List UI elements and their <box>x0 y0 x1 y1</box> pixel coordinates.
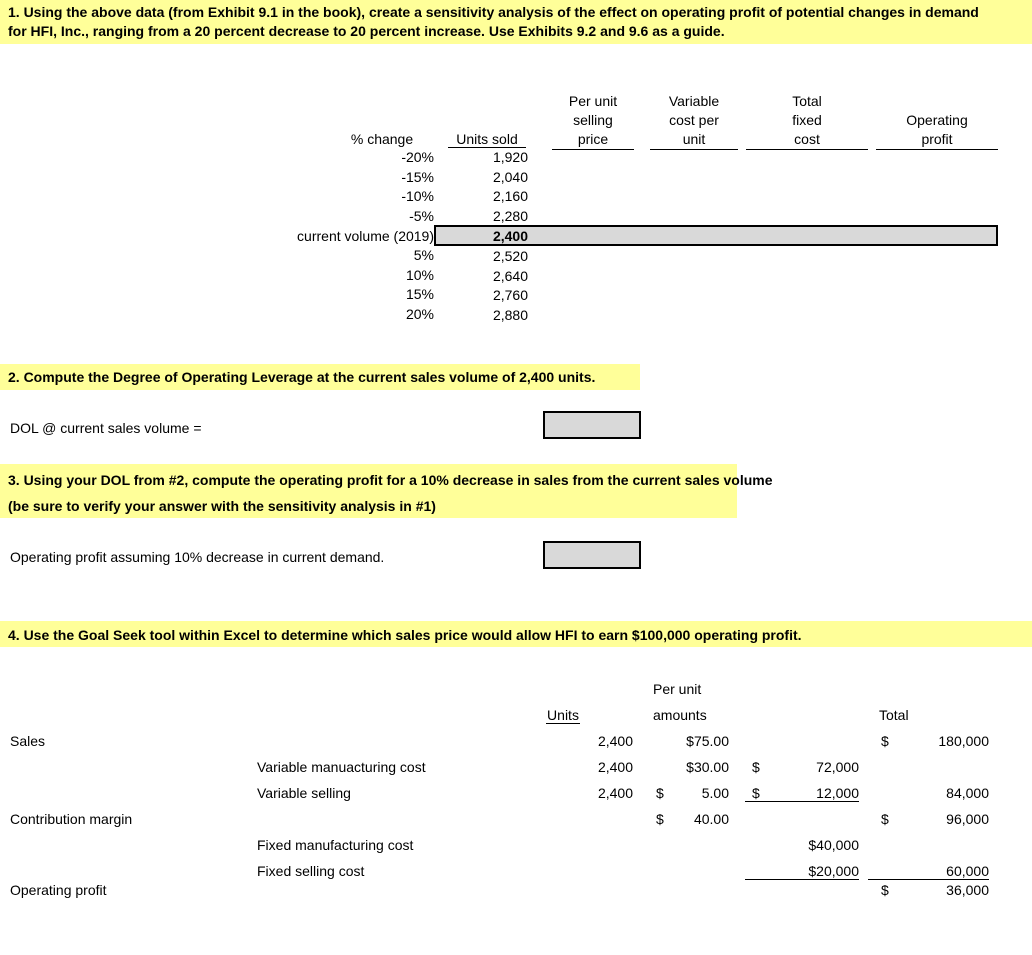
var-mfg-symbol: $ <box>752 759 760 775</box>
pct-cell <box>360 226 434 246</box>
units-cell: 2,160 <box>492 188 528 205</box>
pct-cell: 5% <box>413 246 434 263</box>
contribution-per-unit-symbol: $ <box>656 811 664 827</box>
current-volume-label: current volume (2019) <box>297 228 434 244</box>
units-cell-current: 2,400 <box>492 228 528 245</box>
pct-cell: 10% <box>405 266 434 283</box>
var-sell-per-unit: 5.00 <box>701 785 729 801</box>
sales-label: Sales <box>10 733 46 749</box>
var-cost-header-l3: unit <box>650 130 738 150</box>
var-sell-units: 2,400 <box>597 785 633 801</box>
units-cell: 1,920 <box>492 149 528 165</box>
units-cell: 2,520 <box>492 247 528 264</box>
var-cost-header-l1: Variable <box>668 93 720 109</box>
per-unit-header-l2: amounts <box>653 707 707 723</box>
pct-cell: 20% <box>405 305 434 322</box>
sales-per-unit: $75.00 <box>686 733 729 749</box>
dol-label: DOL @ current sales volume = <box>10 420 202 436</box>
q4-text: 4. Use the Goal Seek tool within Excel to determine which sales price would allow HFI to earn $100,000 operating profit. <box>8 627 802 643</box>
sales-total: 180,000 <box>938 733 989 749</box>
pct-change-header: % change <box>350 131 414 147</box>
var-mfg-label: Variable manuacturing cost <box>257 759 426 775</box>
contribution-label: Contribution margin <box>10 811 133 827</box>
var-total: 84,000 <box>946 785 989 801</box>
units-cell: 2,040 <box>492 168 528 185</box>
price-header-l2: selling <box>573 112 613 128</box>
pct-cell: -10% <box>401 188 434 205</box>
fixed-sell-value: $20,000 <box>745 863 859 880</box>
price-header-l3: price <box>552 130 634 150</box>
per-unit-header-l1: Per unit <box>653 681 702 697</box>
fixed-mfg-label: Fixed manufacturing cost <box>257 837 414 853</box>
total-header: Total <box>879 707 909 723</box>
price-header <box>552 92 634 150</box>
op-profit-header-l1: Operating <box>906 112 968 128</box>
pct-cell: 15% <box>405 286 434 303</box>
contribution-total-symbol: $ <box>881 811 889 827</box>
fixed-cost-header <box>746 92 868 150</box>
op-profit-label: Operating profit <box>10 882 107 898</box>
var-sell-per-unit-symbol: $ <box>656 785 664 801</box>
pct-cell: -15% <box>401 168 434 185</box>
units-cell: 2,640 <box>492 267 528 284</box>
pct-cell: -5% <box>409 207 434 224</box>
op-profit-header <box>876 111 998 150</box>
q3-input[interactable] <box>543 541 641 569</box>
q1-text-line2: for HFI, Inc., ranging from a 20 percent decrease to 20 percent increase. Use Exhibits 9.2 and 9.6 as a guide. <box>8 23 725 39</box>
var-cost-header-l2: cost per <box>669 112 719 128</box>
units-cell: 2,760 <box>492 287 528 304</box>
q3-label: Operating profit assuming 10% decrease in current demand. <box>10 549 385 565</box>
fixed-sell-label: Fixed selling cost <box>257 863 365 879</box>
pct-change-column <box>360 148 434 324</box>
sales-units: 2,400 <box>597 733 633 749</box>
units-header: Units <box>547 707 579 723</box>
dol-input[interactable] <box>543 411 641 439</box>
units-sold-header: Units sold <box>448 131 526 148</box>
q1-text-line1: 1. Using the above data (from Exhibit 9.1 in the book), create a sensitivity analysis of the effect on operating profit of potential changes in demand <box>8 4 979 20</box>
units-cell: 2,880 <box>492 306 528 323</box>
units-cell: 2,280 <box>448 207 528 228</box>
var-mfg-per-unit: $30.00 <box>686 759 729 775</box>
fixed-total: 60,000 <box>868 863 989 880</box>
op-profit-total: 36,000 <box>946 882 989 898</box>
var-sell-label: Variable selling <box>257 785 351 801</box>
q3-text-line1: 3. Using your DOL from #2, compute the operating profit for a 10% decrease in sales from the current sales volume <box>8 472 773 488</box>
op-profit-header-l2: profit <box>876 130 998 150</box>
var-mfg-value: 72,000 <box>816 759 859 775</box>
fixed-cost-header-l2: fixed <box>792 112 822 128</box>
q2-text: 2. Compute the Degree of Operating Leverage at the current sales volume of 2,400 units. <box>8 369 596 385</box>
q3-text-line2: (be sure to verify your answer with the sensitivity analysis in #1) <box>8 498 436 514</box>
var-mfg-units: 2,400 <box>597 759 633 775</box>
pct-cell: -20% <box>401 149 434 165</box>
sales-total-symbol: $ <box>881 733 889 749</box>
op-profit-symbol: $ <box>881 882 889 898</box>
contribution-total: 96,000 <box>946 811 989 827</box>
fixed-mfg-value: $40,000 <box>808 837 859 853</box>
price-header-l1: Per unit <box>568 93 618 109</box>
units-sold-column <box>448 148 528 325</box>
contribution-per-unit: 40.00 <box>693 811 729 827</box>
var-cost-header <box>650 92 738 150</box>
var-sell-symbol: $ <box>752 785 760 801</box>
fixed-cost-header-l1: Total <box>792 93 822 109</box>
fixed-cost-header-l3: cost <box>746 130 868 150</box>
var-sell-value: 12,000 <box>745 785 859 802</box>
